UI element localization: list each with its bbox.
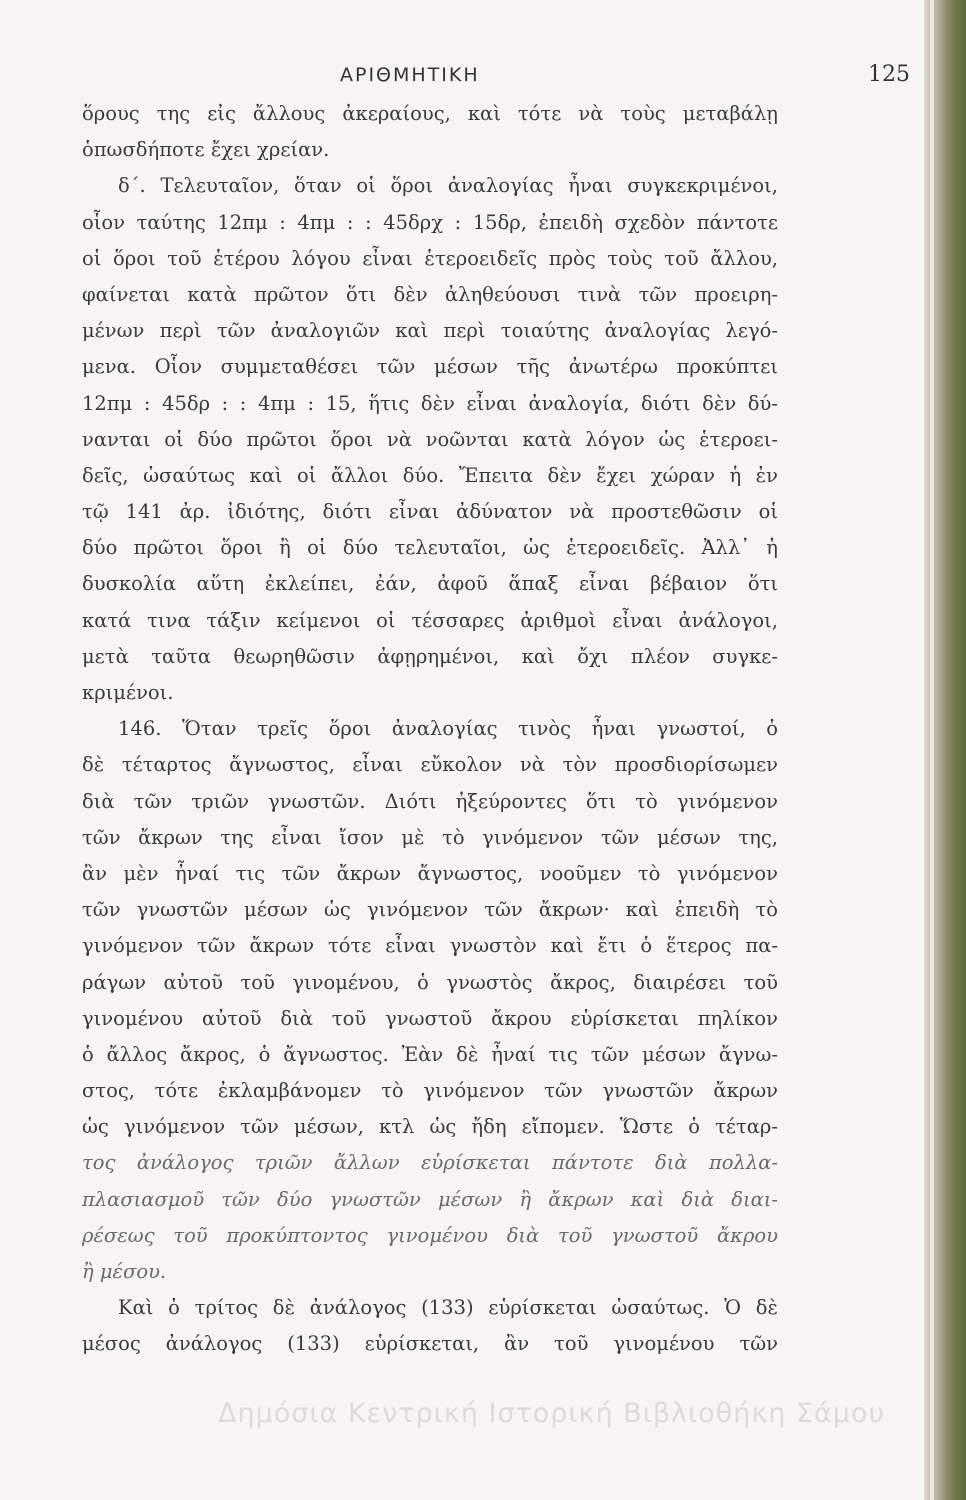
text-line: ὁ ἄλλος ἄκρος, ὁ ἄγνωστος. Ἐὰν δὲ ἦναί τις τῶν μέσων ἄγνω- xyxy=(82,1042,778,1066)
text-line: τῷ 141 ἀρ. ἰδιότης, διότι εἶναι ἀδύνατον νὰ προστεθῶσιν οἱ xyxy=(82,500,778,524)
text-line: δὲ τέταρτος ἄγνωστος, εἶναι εὔκολον νὰ τὸν προσδιορίσωμεν xyxy=(82,753,778,777)
text-line: 146. Ὅταν τρεῖς ὅροι ἀναλογίας τινὸς ἦναι γνωστοί, ὁ xyxy=(118,717,778,741)
text-line: κατά τινα τάξιν κείμενοι οἱ τέσσαρες ἀριθμοὶ εἶναι ἀνάλογοι, xyxy=(82,608,778,632)
text-line: ἢ μέσου. xyxy=(82,1260,167,1283)
text-line: μενα. Οἷον συμμεταθέσει τῶν μέσων τῆς ἀνωτέρω προκύπτει xyxy=(82,355,778,379)
text-line: τῶν γνωστῶν μέσων ὡς γινόμενον τῶν ἄκρων· καὶ ἐπειδὴ τὸ xyxy=(82,898,778,922)
text-line: οἱ ὅροι τοῦ ἑτέρου λόγου εἶναι ἑτεροειδεῖς πρὸς τοὺς τοῦ ἄλλου, xyxy=(82,246,778,270)
text-line: ἂν μὲν ἦναί τις τῶν ἄκρων ἄγνωστος, νοοῦμεν τὸ γινόμενον xyxy=(82,861,778,885)
text-line: οἷον ταύτης 12πμ : 4πμ : : 45δρχ : 15δρ, ἐπειδὴ σχεδὸν πάντοτε xyxy=(82,210,778,234)
text-line: ράγων αὐτοῦ τοῦ γινομένου, ὁ γνωστὸς ἄκρος, διαιρέσει τοῦ xyxy=(82,970,778,994)
text-line: τῶν ἄκρων της εἶναι ἴσον μὲ τὸ γινόμενον τῶν μέσων της, xyxy=(82,825,778,849)
text-line: Καὶ ὁ τρίτος δὲ ἀνάλογος (133) εὑρίσκεται ὡσαύτως. Ὁ δὲ xyxy=(118,1296,778,1320)
text-line: 12πμ : 45δρ : : 4πμ : 15, ἥτις δὲν εἶναι ἀναλογία, διότι δὲν δύ- xyxy=(82,391,778,415)
text-line: ρέσεως τοῦ προκύπτοντος γινομένου διὰ τοῦ γνωστοῦ ἄκρου xyxy=(82,1223,778,1247)
text-line: δύο πρῶτοι ὅροι ἢ οἱ δύο τελευταῖοι, ὡς ἑτεροειδεῖς. Ἀλλ᾽ ἡ xyxy=(82,536,778,560)
text-line: μετὰ ταῦτα θεωρηθῶσιν ἀφῃρημένοι, καὶ ὄχι πλέον συγκε- xyxy=(82,644,778,668)
running-head: ΑΡΙΘΜΗΤΙΚΗ xyxy=(340,64,480,86)
text-line: στος, τότε ἐκλαμβάνομεν τὸ γινόμενον τῶν γνωστῶν ἄκρων xyxy=(82,1079,778,1103)
text-line: δ΄. Τελευταῖον, ὅταν οἱ ὅροι ἀναλογίας ἦναι συγκεκριμένοι, xyxy=(118,174,778,198)
text-line: φαίνεται κατὰ πρῶτον ὅτι δὲν ἀληθεύουσι τινὰ τῶν προειρη- xyxy=(82,282,778,306)
library-watermark: Δημόσια Κεντρική Ιστορική Βιβλιοθήκη Σάμου xyxy=(218,1398,886,1429)
text-line: ὡς γινόμενον τῶν μέσων, κτλ ὡς ἤδη εἴπομεν. Ὥστε ὁ τέταρ- xyxy=(82,1115,778,1139)
text-line: διὰ τῶν τριῶν γνωστῶν. Διότι ἠξεύροντες ὅτι τὸ γινόμενον xyxy=(82,789,778,813)
text-line: τος ἀνάλογος τριῶν ἄλλων εὑρίσκεται πάντοτε διὰ πολλα- xyxy=(82,1151,778,1175)
body-text xyxy=(82,96,778,1363)
text-line: μέσος ἀνάλογος (133) εὑρίσκεται, ἂν τοῦ γινομένου τῶν xyxy=(82,1332,778,1356)
text-line: δυσκολία αὕτη ἐκλείπει, ἐάν, ἀφοῦ ἅπαξ εἶναι βέβαιον ὅτι xyxy=(82,572,778,596)
text-line: γινομένου αὐτοῦ διὰ τοῦ γνωστοῦ ἄκρου εὑρίσκεται πηλίκον xyxy=(82,1006,778,1030)
page-header xyxy=(0,62,945,92)
page-number: 125 xyxy=(868,62,910,87)
book-edge xyxy=(924,0,966,1500)
text-line: μένων περὶ τῶν ἀναλογιῶν καὶ περὶ τοιαύτης ἀναλογίας λεγό- xyxy=(82,319,778,343)
text-line: γινόμενον τῶν ἄκρων τότε εἶναι γνωστὸν καὶ ἔτι ὁ ἕτερος πα- xyxy=(82,934,778,958)
text-line: πλασιασμοῦ τῶν δύο γνωστῶν μέσων ἢ ἄκρων καὶ διὰ διαι- xyxy=(82,1187,778,1211)
text-line: ὅρους της εἰς ἄλλους ἀκεραίους, καὶ τότε νὰ τοὺς μεταβάλῃ xyxy=(82,102,778,125)
text-line: νανται οἱ δύο πρῶτοι ὅροι νὰ νοῶνται κατὰ λόγον ὡς ἑτεροει- xyxy=(82,427,778,451)
text-line: δεῖς, ὡσαύτως καὶ οἱ ἄλλοι δύο. Ἔπειτα δὲν ἔχει χώραν ἡ ἐν xyxy=(82,463,778,487)
text-line: ὁπωσδήποτε ἔχει χρείαν. xyxy=(82,138,330,162)
text-line: κριμένοι. xyxy=(82,681,174,704)
